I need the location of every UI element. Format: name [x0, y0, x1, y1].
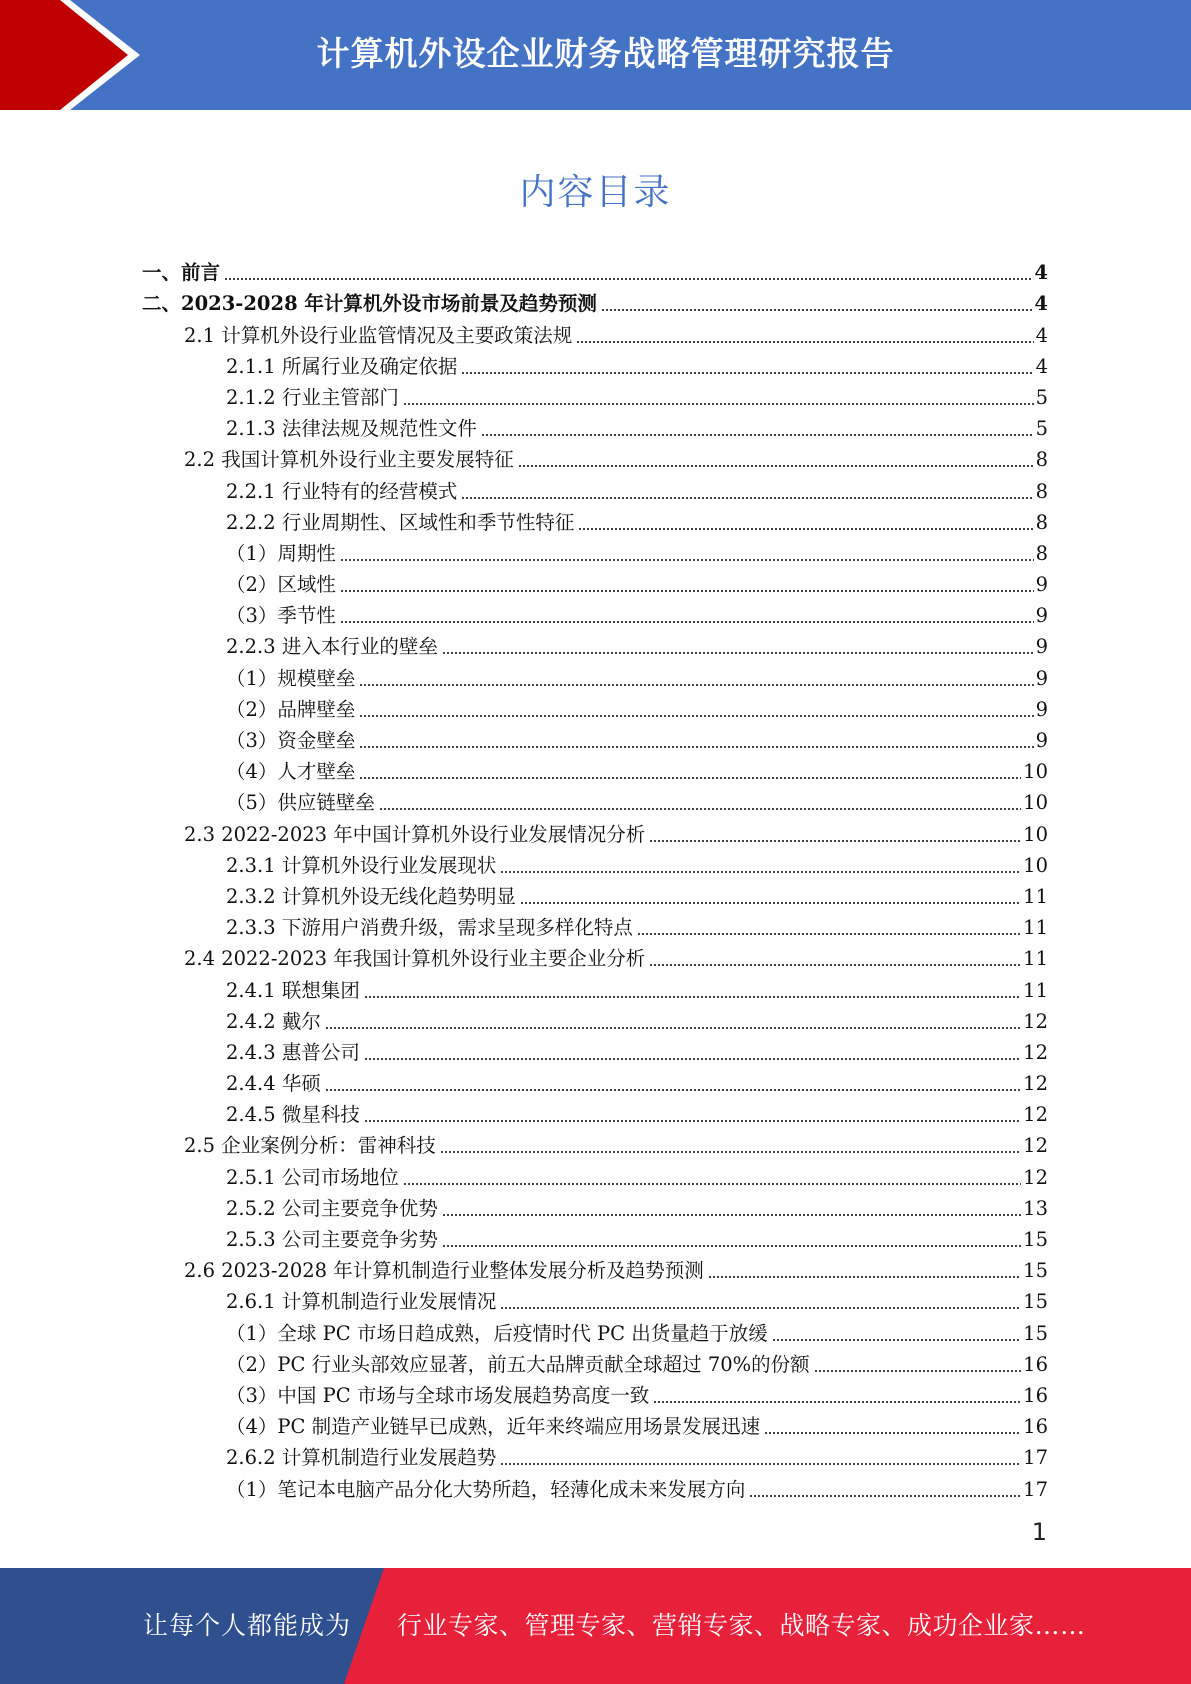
toc-dot-leader [325, 1089, 1021, 1091]
toc-entry[interactable] [142, 691, 1048, 722]
toc-entry-title: （2）区域性 [226, 573, 336, 597]
toc-entry-title: （1）规模壁垒 [226, 666, 356, 690]
toc-entry[interactable] [142, 753, 1048, 784]
toc-dot-leader [649, 964, 1021, 966]
toc-dot-leader [500, 1463, 1021, 1465]
toc-entry-title: 2.1.2 行业主管部门 [226, 385, 399, 409]
toc-entry[interactable] [142, 1158, 1048, 1189]
toc-entry-title: （5）供应链壁垒 [226, 791, 375, 815]
toc-entry[interactable] [142, 410, 1048, 441]
toc-entry-title: 2.4.2 戴尔 [226, 1009, 321, 1033]
toc-heading: 内容目录 [519, 172, 672, 213]
toc-entry-title: 2.4.4 华硕 [226, 1072, 321, 1096]
toc-entry[interactable] [142, 1127, 1048, 1158]
report-title: 计算机外设企业财务战略管理研究报告 [316, 34, 895, 73]
toc-entry-title: 2.2.3 进入本行业的壁垒 [226, 635, 438, 659]
toc-entry[interactable] [142, 1252, 1048, 1283]
toc-dot-leader [442, 1214, 1021, 1216]
toc-entry[interactable] [142, 659, 1048, 690]
toc-entry-title: 2.6 2023-2028 年计算机制造行业整体发展分析及趋势预测 [184, 1259, 704, 1283]
toc-entry-title: 2.5.3 公司主要竞争劣势 [226, 1228, 438, 1251]
toc-entry-page: 17 [1023, 1477, 1048, 1501]
toc-entry[interactable] [142, 441, 1048, 472]
toc-dot-leader [649, 840, 1021, 842]
toc-dot-leader [440, 1151, 1021, 1153]
toc-entry-page: 12 [1023, 1009, 1048, 1033]
toc-entry-title: 2.5 企业案例分析：雷神科技 [184, 1134, 436, 1158]
toc-entry[interactable] [142, 285, 1048, 316]
toc-entry-page: 4 [1035, 323, 1048, 347]
toc-dot-leader [708, 1276, 1021, 1278]
toc-dot-leader [359, 777, 1021, 779]
toc-dot-leader [359, 715, 1033, 717]
toc-dot-leader [340, 559, 1034, 561]
toc-entry-page: 4 [1035, 354, 1048, 378]
toc-entry-page: 4 [1034, 261, 1048, 285]
toc-entry[interactable] [142, 1221, 1048, 1252]
toc-entry-page: 16 [1023, 1383, 1048, 1407]
toc-entry[interactable] [142, 1190, 1048, 1221]
toc-dot-leader [359, 746, 1033, 748]
toc-entry-page: 12 [1023, 1134, 1048, 1158]
toc-entry-page: 11 [1023, 884, 1048, 908]
toc-entry-page: 9 [1035, 604, 1048, 628]
toc-entry-title: （2）PC 行业头部效应显著，前五大品牌贡献全球超过 70%的份额 [226, 1352, 810, 1376]
toc-entry-title: （3）季节性 [226, 604, 336, 628]
toc-entry[interactable] [142, 722, 1048, 753]
toc-entry[interactable] [142, 971, 1048, 1002]
toc-entry-page: 12 [1023, 1040, 1048, 1064]
toc-dot-leader [500, 871, 1021, 873]
toc-entry-page: 12 [1023, 1103, 1048, 1127]
toc-entry-title: 2.4.5 微星科技 [226, 1103, 360, 1127]
toc-entry[interactable] [142, 878, 1048, 909]
toc-entry-title: 2.3.3 下游用户消费升级，需求呈现多样化特点 [226, 916, 633, 940]
toc-entry[interactable] [142, 1096, 1048, 1127]
toc-entry-page: 12 [1023, 1072, 1048, 1096]
toc-entry-title: 2.4.3 惠普公司 [226, 1040, 360, 1064]
toc-entry-page: 17 [1023, 1446, 1048, 1470]
toc-entry-page: 15 [1023, 1259, 1048, 1283]
toc-entry-title: 2.5.2 公司主要竞争优势 [226, 1196, 438, 1220]
toc-entry[interactable] [142, 254, 1048, 285]
toc-entry-title: 2.3.2 计算机外设无线化趋势明显 [226, 884, 516, 908]
toc-dot-leader [576, 341, 1033, 343]
toc-entry[interactable] [142, 597, 1048, 628]
toc-entry-page: 10 [1023, 853, 1048, 877]
toc-dot-leader [764, 1432, 1021, 1434]
toc-entry-title: 2.1.3 法律法规及规范性文件 [226, 417, 477, 441]
toc-dot-leader [601, 309, 1032, 311]
toc-entry[interactable] [142, 1314, 1048, 1345]
toc-dot-leader [364, 1058, 1021, 1060]
toc-entry-page: 9 [1035, 697, 1048, 721]
toc-entry-title: 2.6.1 计算机制造行业发展情况 [226, 1290, 497, 1314]
footer-slogan-right: 行业专家、管理专家、营销专家、战略专家、成功企业家…… [397, 1611, 1086, 1640]
toc-entry-title: （3）资金壁垒 [226, 729, 356, 752]
toc-entry-title: 2.2.1 行业特有的经营模式 [226, 479, 458, 503]
toc-dot-leader [403, 403, 1034, 405]
toc-entry-title: 2.6.2 计算机制造行业发展趋势 [226, 1446, 497, 1470]
toc-entry[interactable] [142, 1065, 1048, 1096]
toc-entry-title: （1）笔记本电脑产品分化大势所趋，轻薄化成未来发展方向 [226, 1477, 746, 1501]
toc-entry[interactable] [142, 909, 1048, 940]
toc-entry[interactable] [142, 940, 1048, 971]
toc-entry-page: 5 [1035, 385, 1048, 409]
page-number: 1 [1031, 1518, 1047, 1546]
toc-entry[interactable] [142, 1377, 1048, 1408]
toc-entry-page: 9 [1035, 635, 1048, 659]
toc-entry-page: 15 [1023, 1228, 1048, 1251]
toc-entry[interactable] [142, 784, 1048, 815]
toc-entry-title: 2.1 计算机外设行业监管情况及主要政策法规 [184, 323, 573, 347]
table-of-contents [142, 254, 1048, 1502]
toc-entry-page: 11 [1023, 978, 1048, 1002]
toc-entry-title: 2.3 2022-2023 年中国计算机外设行业发展情况分析 [184, 822, 646, 846]
toc-dot-leader [461, 372, 1033, 374]
toc-dot-leader [653, 1401, 1021, 1403]
toc-entry-page: 8 [1035, 510, 1048, 534]
toc-entry-title: 2.1.1 所属行业及确定依据 [226, 354, 458, 378]
toc-entry-title: 2.3.1 计算机外设行业发展现状 [226, 853, 497, 877]
toc-dot-leader [359, 684, 1033, 686]
toc-dot-leader [379, 808, 1021, 810]
toc-dot-leader [364, 1120, 1021, 1122]
toc-entry[interactable] [142, 1003, 1048, 1034]
toc-entry[interactable] [142, 1470, 1048, 1501]
toc-dot-leader [461, 497, 1033, 499]
toc-entry-page: 9 [1035, 666, 1048, 690]
toc-entry[interactable] [142, 1439, 1048, 1470]
toc-entry-page: 15 [1023, 1321, 1048, 1345]
toc-entry-page: 10 [1023, 791, 1048, 815]
toc-entry-title: （2）品牌壁垒 [226, 697, 356, 721]
toc-entry[interactable] [142, 379, 1048, 410]
toc-entry-page: 8 [1035, 479, 1048, 503]
toc-entry-title: 2.2 我国计算机外设行业主要发展特征 [184, 448, 514, 472]
toc-dot-leader [637, 933, 1021, 935]
toc-entry-title: （4）人才壁垒 [226, 760, 356, 784]
toc-entry[interactable] [142, 1283, 1048, 1314]
toc-dot-leader [442, 1245, 1021, 1247]
toc-entry-title: 2.5.1 公司市场地位 [226, 1165, 399, 1189]
toc-dot-leader [340, 590, 1034, 592]
toc-dot-leader [518, 465, 1034, 467]
toc-entry[interactable] [142, 1346, 1048, 1377]
footer-banner [0, 1568, 1191, 1684]
toc-dot-leader [814, 1370, 1021, 1372]
toc-entry-title: 2.2.2 行业周期性、区域性和季节性特征 [226, 510, 575, 534]
toc-entry[interactable] [142, 316, 1048, 347]
toc-dot-leader [325, 1027, 1021, 1029]
toc-dot-leader [520, 902, 1021, 904]
toc-entry-page: 13 [1023, 1196, 1048, 1220]
toc-entry-page: 8 [1035, 448, 1048, 472]
footer-slogan-left: 让每个人都能成为 [143, 1611, 352, 1640]
toc-entry-page: 9 [1035, 573, 1048, 597]
toc-entry-page: 10 [1023, 822, 1048, 846]
toc-entry[interactable] [142, 535, 1048, 566]
toc-entry[interactable] [142, 504, 1048, 535]
toc-entry-title: 2.4 2022-2023 年我国计算机外设行业主要企业分析 [184, 947, 646, 971]
toc-dot-leader [749, 1495, 1021, 1497]
toc-entry[interactable] [142, 1408, 1048, 1439]
toc-entry[interactable] [142, 472, 1048, 503]
header-band [0, 0, 1191, 110]
toc-entry-page: 10 [1023, 760, 1048, 784]
toc-entry-page: 12 [1023, 1165, 1048, 1189]
toc-entry-page: 9 [1035, 729, 1048, 752]
toc-dot-leader [442, 652, 1034, 654]
toc-entry-title: （1）周期性 [226, 541, 336, 565]
toc-dot-leader [772, 1339, 1021, 1341]
toc-dot-leader [578, 528, 1033, 530]
toc-entry-title: 2.4.1 联想集团 [226, 978, 360, 1002]
toc-entry-page: 11 [1023, 947, 1048, 971]
toc-dot-leader [403, 1183, 1021, 1185]
toc-entry-page: 16 [1023, 1415, 1048, 1439]
toc-entry-title: （4）PC 制造产业链早已成熟，近年来终端应用场景发展迅速 [226, 1415, 761, 1439]
toc-entry[interactable] [142, 628, 1048, 659]
toc-entry-title: （1）全球 PC 市场日趋成熟，后疫情时代 PC 出货量趋于放缓 [226, 1321, 768, 1345]
toc-entry-page: 4 [1034, 292, 1048, 316]
toc-entry-page: 5 [1035, 417, 1048, 441]
toc-dot-leader [364, 996, 1021, 998]
toc-dot-leader [224, 278, 1032, 280]
toc-entry-title: （3）中国 PC 市场与全球市场发展趋势高度一致 [226, 1383, 650, 1407]
toc-entry-title: 一、前言 [142, 261, 221, 285]
toc-entry[interactable] [142, 348, 1048, 379]
toc-dot-leader [500, 1307, 1021, 1309]
toc-entry[interactable] [142, 847, 1048, 878]
toc-entry[interactable] [142, 1034, 1048, 1065]
toc-entry-page: 15 [1023, 1290, 1048, 1314]
toc-entry-page: 11 [1023, 916, 1048, 940]
toc-dot-leader [481, 434, 1034, 436]
toc-entry-title: 二、2023-2028 年计算机外设市场前景及趋势预测 [142, 292, 597, 316]
toc-entry-page: 16 [1023, 1352, 1048, 1376]
toc-entry-page: 8 [1035, 541, 1048, 565]
toc-entry[interactable] [142, 815, 1048, 846]
toc-dot-leader [340, 621, 1034, 623]
toc-entry[interactable] [142, 566, 1048, 597]
